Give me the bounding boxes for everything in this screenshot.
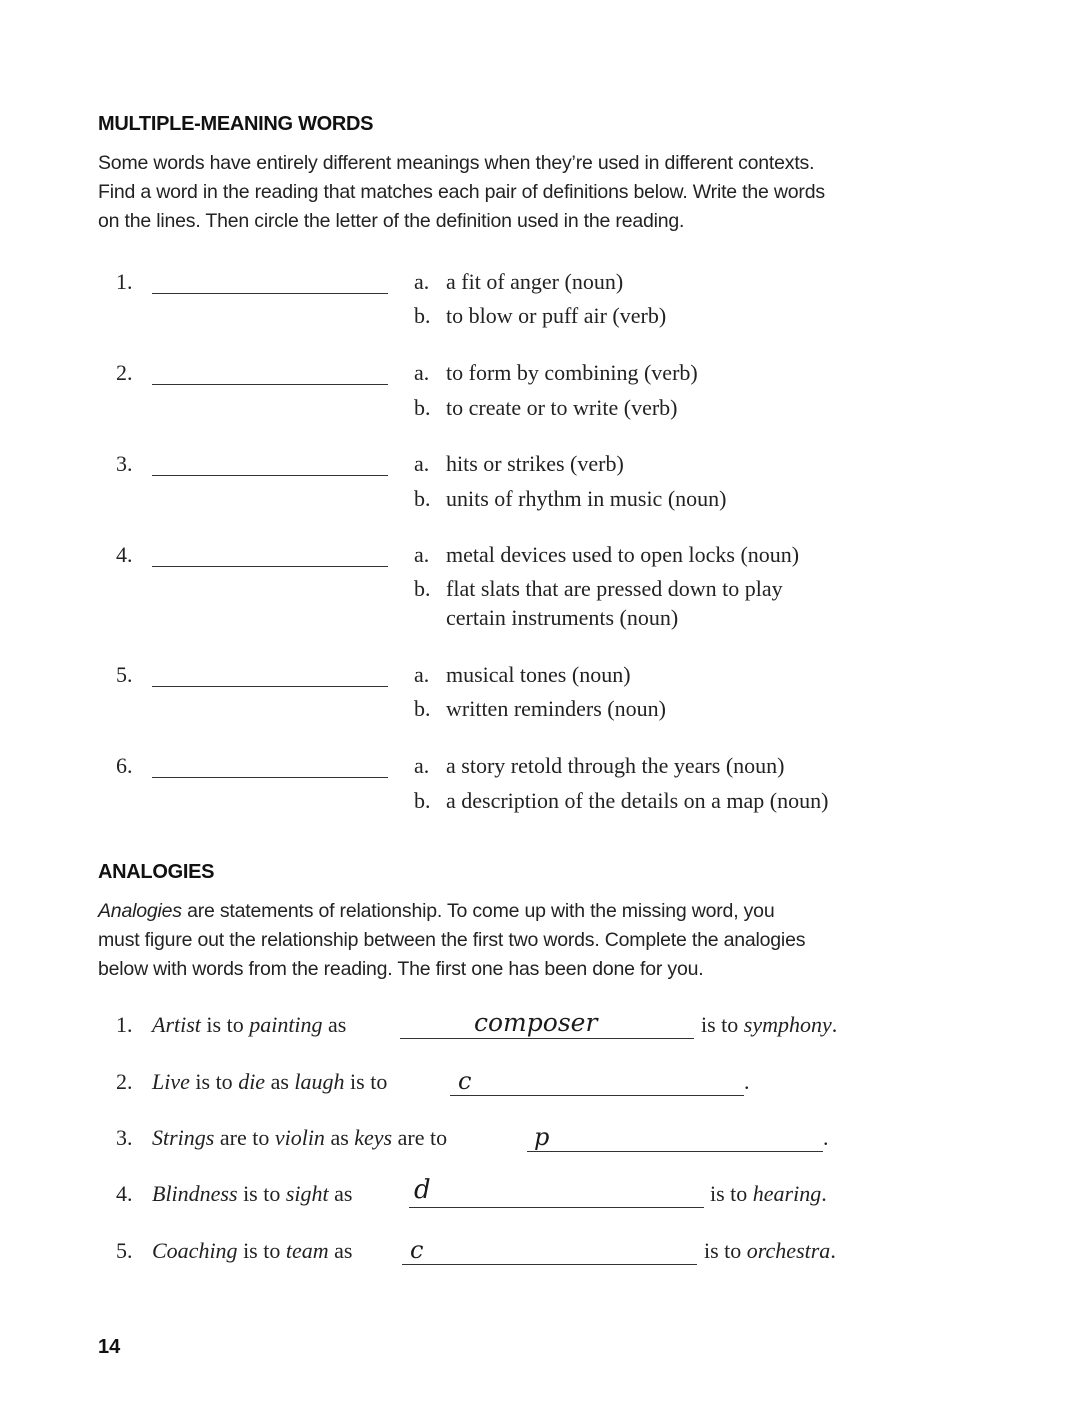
analogy-item [0,1175,1080,1221]
handwritten-answer: d [414,1175,431,1205]
answer-line[interactable] [152,777,388,778]
instruction-line: must figure out the relationship between the first two words. Complete the analogies [98,929,806,951]
analogy-completion: is to hearing. [710,1181,827,1206]
handwritten-answer: composer [474,1008,598,1037]
answer-line[interactable] [152,566,388,567]
analogy-end: . [823,1125,829,1150]
analogy-item [0,1008,1080,1052]
answer-blank[interactable] [450,1095,744,1096]
item-number: 5. [116,1238,133,1263]
section-heading-analogies: ANALOGIES [98,861,215,883]
item-number: 3. [116,451,133,476]
instruction-line: Some words have entirely different meanings when they’re used in different contexts. [98,152,815,174]
answer-line[interactable] [152,686,388,687]
item-number: 2. [116,1069,133,1094]
analogy-item [0,1125,1080,1165]
page-number: 14 [98,1336,121,1358]
answer-line[interactable] [152,384,388,385]
multiple-meaning-item [0,753,1080,833]
handwritten-answer: c [458,1067,472,1095]
definition-b-continued: certain instruments (noun) [446,605,679,630]
analogy-prompt: Artist is to painting as [152,1012,347,1037]
definition-a[interactable]: a. a story retold through the years (noun) [414,753,785,778]
analogy-prompt: Strings are to violin as keys are to [152,1125,448,1150]
answer-blank[interactable] [402,1264,697,1265]
definition-a[interactable]: a. musical tones (noun) [414,662,631,687]
definition-b[interactable]: b. to blow or puff air (verb) [414,303,667,328]
definition-b[interactable]: b. flat slats that are pressed down to play [414,576,783,601]
definition-a[interactable]: a. to form by combining (verb) [414,360,698,385]
item-number: 5. [116,662,133,687]
handwritten-answer: c [410,1236,424,1264]
item-number: 4. [116,1181,133,1206]
analogy-end: . [744,1069,750,1094]
item-number: 4. [116,542,133,567]
section-heading-multiple-meaning: MULTIPLE-MEANING WORDS [98,113,374,135]
multiple-meaning-item [0,451,1080,531]
item-number: 2. [116,360,133,385]
item-number: 6. [116,753,133,778]
analogy-prompt: Coaching is to team as [152,1238,353,1263]
analogy-completion: is to symphony. [701,1012,838,1037]
definition-a[interactable]: a. metal devices used to open locks (noun) [414,542,800,567]
analogy-item [0,1069,1080,1109]
answer-line[interactable] [152,293,388,294]
instruction-line: below with words from the reading. The first one has been done for you. [98,958,704,980]
term-analogies: Analogies [98,900,182,922]
definition-b[interactable]: b. a description of the details on a map (noun) [414,788,829,813]
definition-a[interactable]: a. hits or strikes (verb) [414,451,624,476]
multiple-meaning-item [0,542,1080,642]
multiple-meaning-item [0,662,1080,742]
answer-blank[interactable] [409,1207,704,1208]
analogies-instructions [98,897,898,984]
multiple-meaning-item [0,269,1080,349]
instruction-line: Find a word in the reading that matches each pair of definitions below. Write the words [98,181,825,203]
analogy-completion: is to orchestra. [704,1238,836,1263]
instruction-line: on the lines. Then circle the letter of the definition used in the reading. [98,210,685,232]
definition-b[interactable]: b. units of rhythm in music (noun) [414,486,727,511]
analogy-item [0,1238,1080,1278]
definition-b[interactable]: b. to create or to write (verb) [414,395,678,420]
multiple-meaning-item [0,360,1080,440]
item-number: 1. [116,269,133,294]
answer-blank[interactable] [527,1151,823,1152]
analogy-prompt: Blindness is to sight as [152,1181,353,1206]
answer-line[interactable] [152,475,388,476]
definition-a[interactable]: a. a fit of anger (noun) [414,269,624,294]
analogy-prompt: Live is to die as laugh is to [152,1069,388,1094]
multiple-meaning-instructions [98,149,898,236]
item-number: 3. [116,1125,133,1150]
definition-b[interactable]: b. written reminders (noun) [414,696,666,721]
answer-blank[interactable] [400,1038,694,1039]
instruction-line: Analogies are statements of relationship. To come up with the missing word, you [98,900,775,922]
item-number: 1. [116,1012,133,1037]
handwritten-answer: p [534,1123,550,1151]
